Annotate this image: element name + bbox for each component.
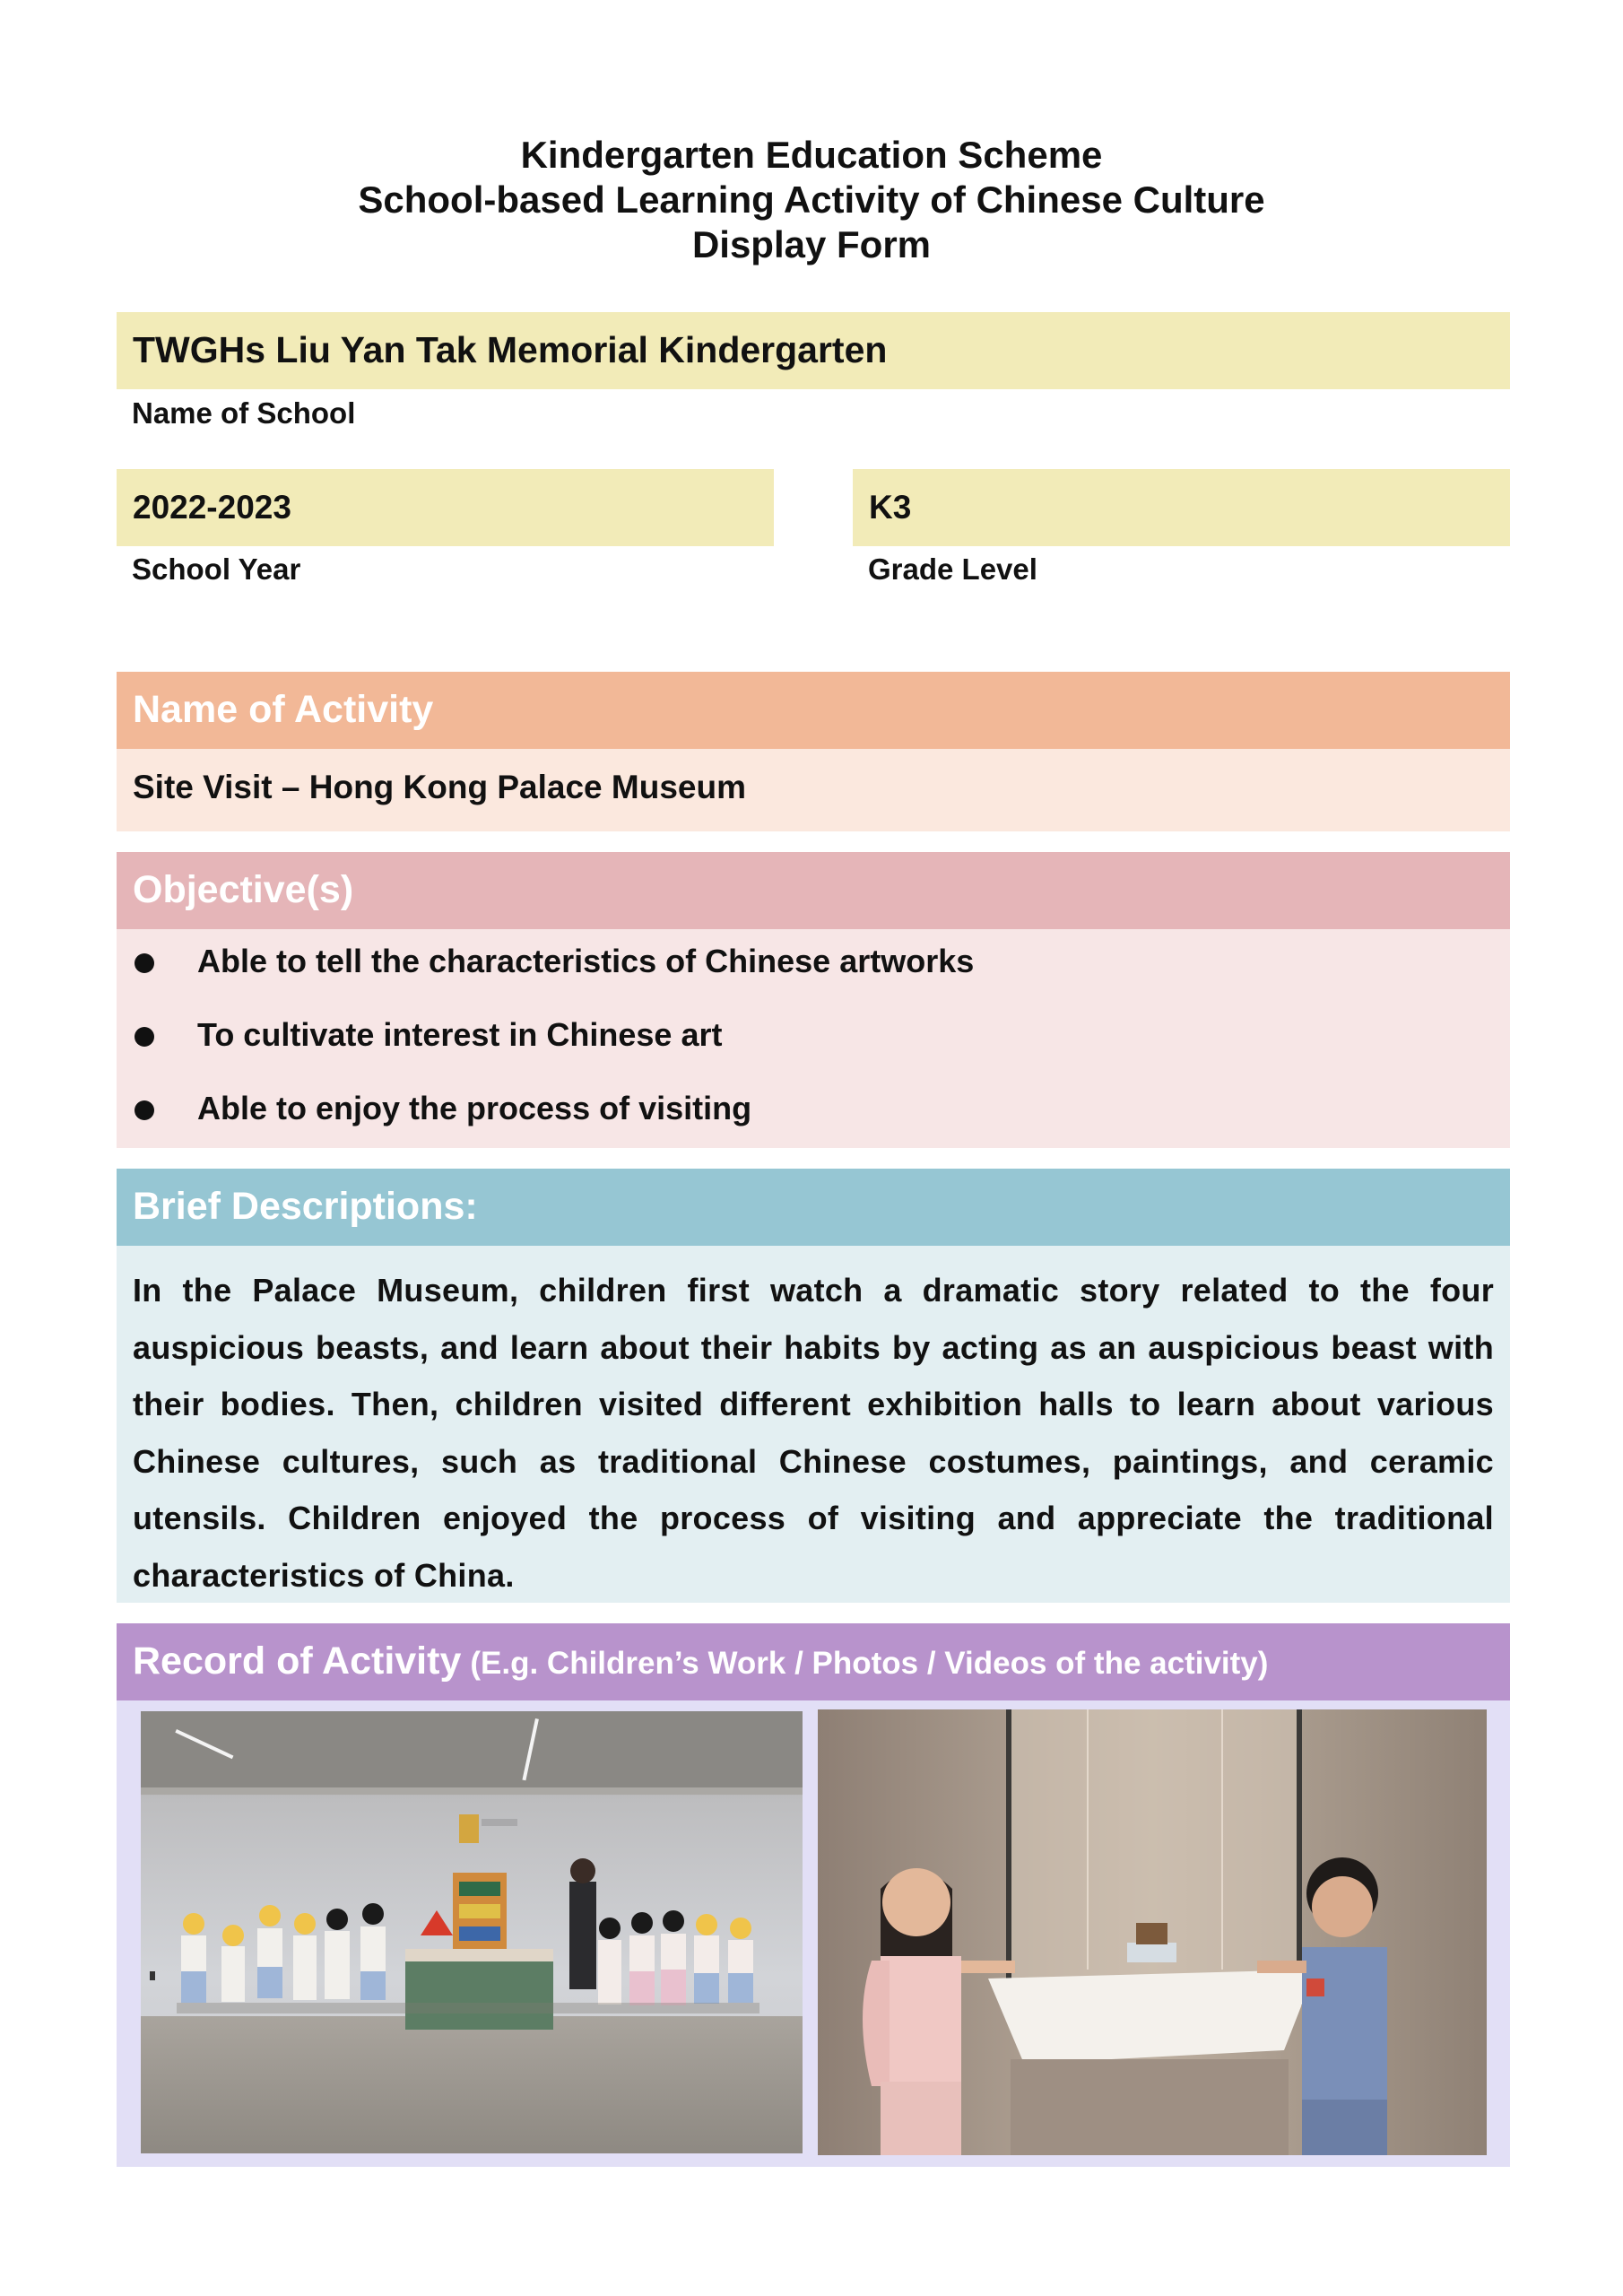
record-heading-title: Record of Activity <box>133 1639 462 1683</box>
bullet-icon <box>135 953 154 973</box>
title-line-2: School-based Learning Activity of Chinese Culture <box>358 178 1265 221</box>
objectives-list: Able to tell the characteristics of Chinese artworks To cultivate interest in Chinese art Able to enjoy the process of visiting <box>117 929 1510 1148</box>
record-heading <box>117 1623 1510 1700</box>
description-heading: Brief Descriptions: <box>117 1169 1510 1246</box>
title-line-3: Display Form <box>691 223 932 265</box>
bullet-icon <box>135 1027 154 1047</box>
form-title <box>0 133 1623 267</box>
school-name-field: TWGHs Liu Yan Tak Memorial Kindergarten <box>117 312 1510 389</box>
activity-heading: Name of Activity <box>117 672 1510 749</box>
record-heading-subtitle: (E.g. Children’s Work / Photos / Videos of the activity) <box>470 1646 1269 1681</box>
bullet-icon <box>135 1100 154 1120</box>
grade-level-field: K3 <box>853 469 1510 546</box>
title-line-1: Kindergarten Education Scheme <box>520 134 1103 176</box>
school-name-label: Name of School <box>132 396 356 430</box>
activity-name: Site Visit – Hong Kong Palace Museum <box>117 749 1510 831</box>
school-year-field: 2022-2023 <box>117 469 774 546</box>
museum-photo <box>818 1709 1487 2155</box>
description-text: In the Palace Museum, children first watch a dramatic story related to the four auspicious beasts, and learn about their habits by acting as an auspicious beast with their bodies. Then, children visited different exhibition halls to learn about various Chinese cultures, such as traditional Chinese costumes, paintings, and ceramic utensils. Children enjoyed the process of visiting and appreciate the traditional characteristics of China. <box>117 1246 1510 1603</box>
group-photo <box>141 1711 803 2153</box>
objectives-heading: Objective(s) <box>117 852 1510 929</box>
grade-level-label: Grade Level <box>868 552 1037 586</box>
school-year-label: School Year <box>132 552 301 586</box>
